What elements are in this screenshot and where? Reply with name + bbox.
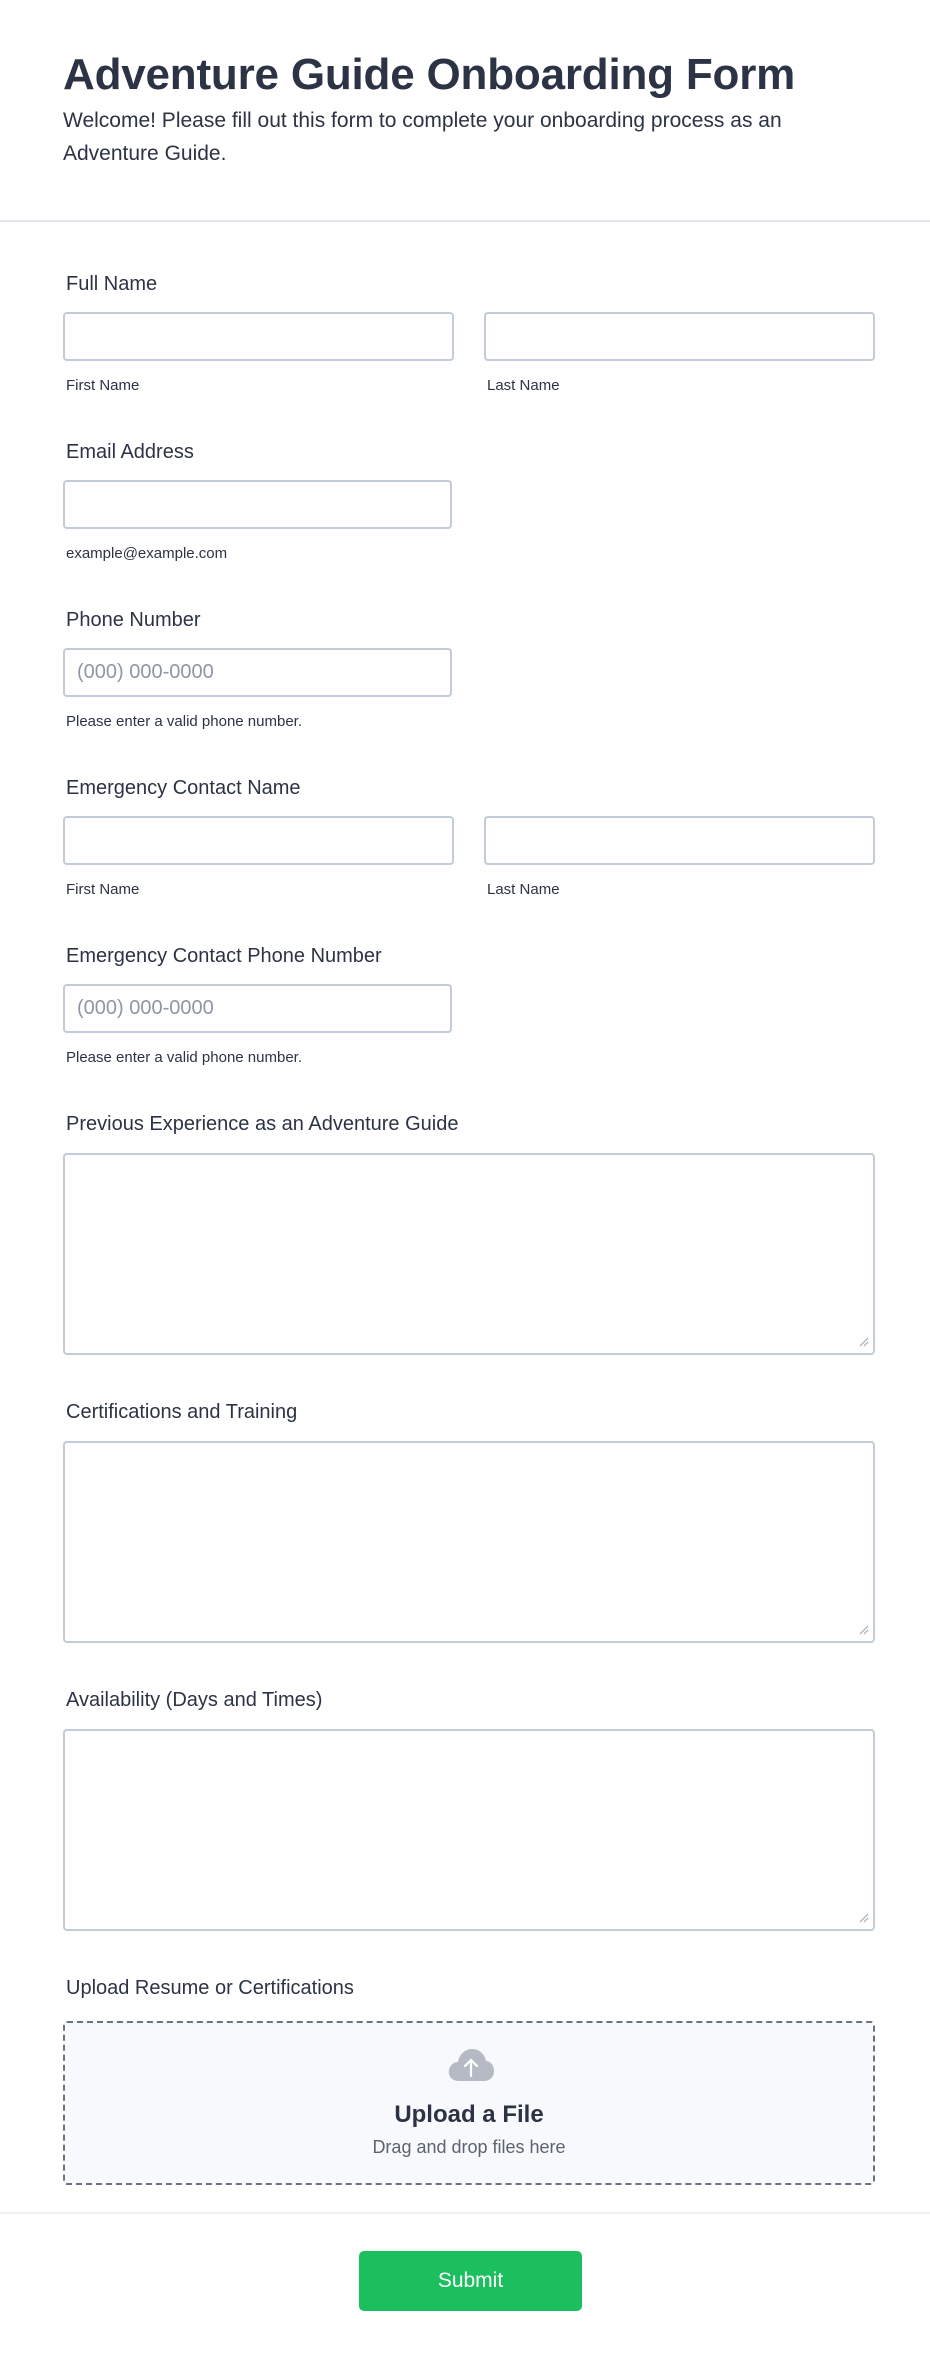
emergency-last-name-sublabel: Last Name <box>487 881 560 898</box>
experience-label: Previous Experience as an Adventure Guide <box>66 1113 459 1135</box>
emergency-name-label: Emergency Contact Name <box>66 777 301 799</box>
emergency-phone-sublabel: Please enter a valid phone number. <box>66 1049 302 1066</box>
certifications-label: Certifications and Training <box>66 1401 298 1423</box>
emergency-phone-label: Emergency Contact Phone Number <box>66 945 382 967</box>
last-name-sublabel: Last Name <box>487 377 560 394</box>
first-name-sublabel: First Name <box>66 377 140 394</box>
file-upload-dropzone[interactable] <box>63 2021 875 2185</box>
emergency-last-name-input[interactable] <box>484 816 875 865</box>
emergency-phone-input[interactable] <box>63 984 452 1033</box>
phone-sublabel: Please enter a valid phone number. <box>66 713 302 730</box>
resize-grip-icon[interactable] <box>859 1625 869 1635</box>
upload-subtitle: Drag and drop files here <box>372 2137 566 2157</box>
email-field[interactable] <box>63 480 452 529</box>
availability-label: Availability (Days and Times) <box>66 1689 323 1711</box>
resize-grip-icon[interactable] <box>859 1913 869 1923</box>
upload-title: Upload a File <box>394 2101 544 2128</box>
form-subtitle: Welcome! Please fill out this form to complete your onboarding process as an Adventure Guide. <box>63 109 782 165</box>
form-header <box>0 0 930 222</box>
cloud-upload-icon <box>447 2047 495 2083</box>
emergency-first-name-input[interactable] <box>63 816 454 865</box>
upload-label: Upload Resume or Certifications <box>66 1977 354 1999</box>
experience-textarea[interactable] <box>63 1153 875 1355</box>
phone-label: Phone Number <box>66 609 201 631</box>
first-name-input[interactable] <box>63 312 454 361</box>
last-name-input[interactable] <box>484 312 875 361</box>
emergency-first-name-sublabel: First Name <box>66 881 140 898</box>
footer-divider <box>0 2212 930 2214</box>
email-sublabel: example@example.com <box>66 545 228 562</box>
certifications-textarea[interactable] <box>63 1441 875 1643</box>
full-name-label: Full Name <box>66 273 158 295</box>
submit-button[interactable]: Submit <box>359 2251 582 2311</box>
email-label: Email Address <box>66 441 194 463</box>
phone-input[interactable] <box>63 648 452 697</box>
form-title: Adventure Guide Onboarding Form <box>63 50 796 99</box>
resize-grip-icon[interactable] <box>859 1337 869 1347</box>
availability-textarea[interactable] <box>63 1729 875 1931</box>
